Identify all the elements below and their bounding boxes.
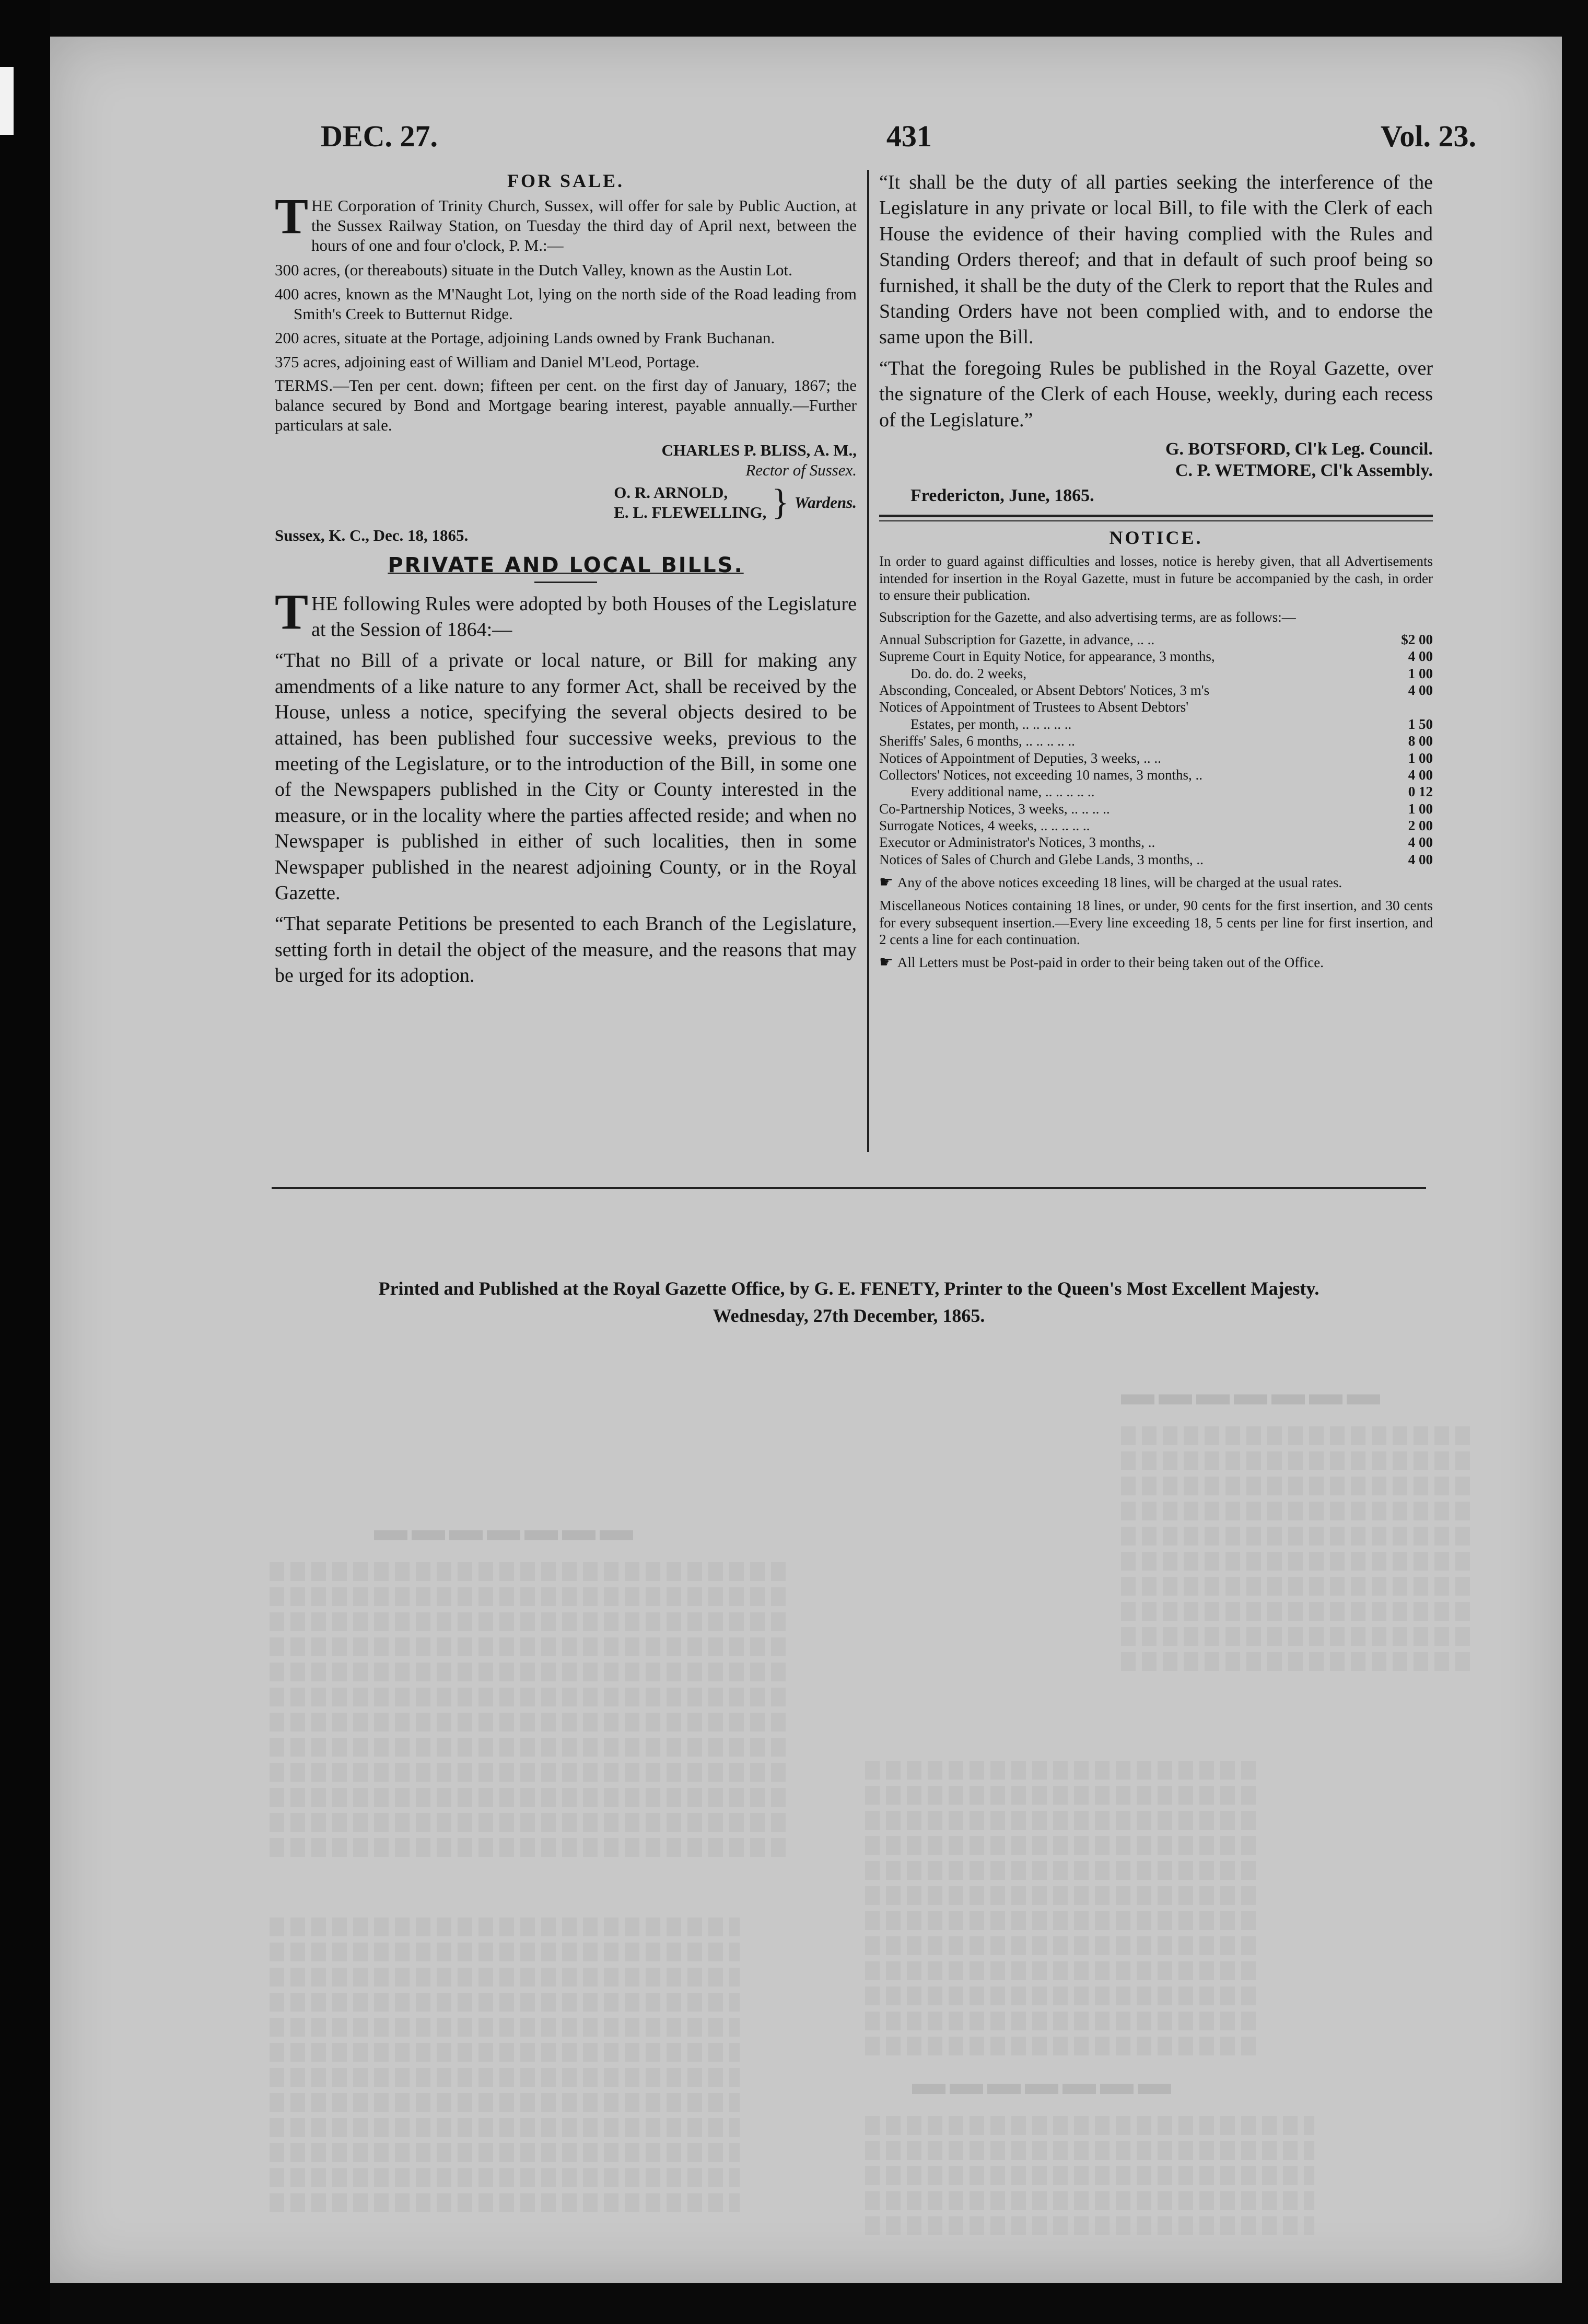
rate-item: Absconding, Concealed, or Absent Debtors' Notices, 3 m's bbox=[879, 682, 1210, 698]
terms-paragraph: TERMS.—Ten per cent. down; fifteen per cent. on the first day of January, 1867; the balance secured by Bond and Mortgage bearing interest, payable annually.—Further particulars at sale. bbox=[275, 376, 857, 435]
left-column bbox=[275, 170, 857, 994]
private-bills-notice bbox=[275, 553, 857, 989]
pointing-hand-icon: ☛ bbox=[879, 873, 893, 892]
bleed-through-heading: ▬▬▬▬▬▬▬ bbox=[912, 2064, 1175, 2101]
private-bills-intro: THE following Rules were adopted by both Houses of the Legislature at the Session of 1864:— bbox=[275, 583, 857, 641]
table-row bbox=[879, 648, 1433, 665]
rate-amount: $2 00 bbox=[1401, 631, 1433, 647]
table-row bbox=[879, 733, 1433, 749]
title-rule bbox=[534, 582, 597, 583]
issue-date: DEC. 27. bbox=[321, 119, 438, 153]
rate-item: Co-Partnership Notices, 3 weeks, .. .. .. .. bbox=[879, 800, 1110, 817]
imprint bbox=[272, 1275, 1426, 1329]
bleed-through-block bbox=[865, 1761, 1262, 2062]
lot-item: 375 acres, adjoining east of William and Daniel M'Leod, Portage. bbox=[275, 352, 699, 371]
rate-amount: 4 00 bbox=[1408, 834, 1433, 851]
letters-note bbox=[879, 953, 1433, 972]
imprint-date: Wednesday, 27th December, 1865. bbox=[713, 1305, 985, 1327]
rule-paragraph: “That the foregoing Rules be published in the Royal Gazette, over the signature of the Clerk of each House, weekly, during each recess of the Legislature.” bbox=[879, 357, 1433, 431]
table-row bbox=[879, 631, 1433, 648]
clerk-signature: G. BOTSFORD, Cl'k Leg. Council. bbox=[1165, 439, 1433, 459]
rate-amount: 4 00 bbox=[1408, 851, 1433, 867]
scan-border bbox=[0, 0, 50, 2324]
private-bills-title: PRIVATE AND LOCAL BILLS. bbox=[388, 553, 744, 577]
letters-text: All Letters must be Post-paid in order to their being taken out of the Office. bbox=[897, 955, 1324, 971]
bleed-through-block bbox=[270, 1562, 792, 1863]
rate-item: Collectors' Notices, not exceeding 10 names, 3 months, .. bbox=[879, 766, 1202, 783]
rate-amount: 8 00 bbox=[1408, 733, 1433, 749]
section-rule bbox=[879, 515, 1433, 521]
rate-item: Estates, per month, .. .. .. .. .. bbox=[910, 716, 1072, 732]
clerk-signature: C. P. WETMORE, Cl'k Assembly. bbox=[1175, 461, 1433, 481]
table-row bbox=[879, 817, 1433, 834]
bleed-through-heading: ▬▬▬▬▬▬▬ bbox=[374, 1510, 637, 1548]
rector-signature: CHARLES P. BLISS, A. M., bbox=[661, 440, 857, 459]
bleed-through-block bbox=[1121, 1426, 1476, 1677]
notice-section bbox=[879, 527, 1433, 972]
rate-item: Annual Subscription for Gazette, in advance, .. .. bbox=[879, 631, 1155, 647]
rate-amount: 4 00 bbox=[1408, 682, 1433, 698]
rule-paragraph: “That no Bill of a private or local nature, or Bill for making any amendments of a like nature to any former Act, shall be received by the House, unless a notice, specifying the several objects desired to be attained, has been published four successive weeks, previous to the meeting of the Legislature, or to the introduction of the Bill, in some one of the Newspapers published in the City or County interested in the measure, or in the locality where the parties affected reside; and when no Newspaper is published in either of such localities, then in some Newspaper published in the nearest adjoining County, or in the Royal Gazette. bbox=[275, 649, 857, 904]
bleed-through-block bbox=[270, 1918, 740, 2218]
table-row bbox=[879, 699, 1433, 715]
pointing-hand-icon: ☛ bbox=[879, 953, 893, 972]
lot-item: 400 acres, known as the M'Naught Lot, lying on the north side of the Road leading from Smith's Creek to Butternut Ridge. bbox=[275, 285, 857, 323]
table-row bbox=[879, 766, 1433, 783]
wardens-signature bbox=[275, 483, 857, 522]
rate-amount: 4 00 bbox=[1408, 648, 1433, 665]
notice-intro: In order to guard against difficulties and losses, notice is hereby given, that all Advertisements intended for insertion in the Royal Gazette, must in future be accompanied by the cash, in order to ensure their publication. bbox=[879, 553, 1433, 603]
rate-item: Notices of Sales of Church and Glebe Lands, 3 months, .. bbox=[879, 851, 1204, 867]
misc-notices: Miscellaneous Notices containing 18 lines, or under, 90 cents for the first insertion, and 30 cents for every subsequent insertion.—Every line exceeding 18, 5 cents per line for first insertion, and 2 cents a line for each continuation. bbox=[879, 898, 1433, 948]
overlength-text: Any of the above notices exceeding 18 lines, will be charged at the usual rates. bbox=[897, 875, 1342, 891]
rates-intro: Subscription for the Gazette, and also advertising terms, are as follows:— bbox=[879, 609, 1296, 625]
warden-name: O. R. ARNOLD, bbox=[614, 483, 728, 502]
table-row bbox=[879, 834, 1433, 851]
bleed-through-block bbox=[865, 2116, 1314, 2241]
rate-amount: 0 12 bbox=[1408, 784, 1433, 800]
volume-number: Vol. 23. bbox=[1380, 119, 1476, 153]
page-number: 431 bbox=[886, 119, 932, 153]
lot-item: 200 acres, situate at the Portage, adjoining Lands owned by Frank Buchanan. bbox=[275, 328, 775, 347]
table-row bbox=[879, 750, 1433, 766]
table-row bbox=[879, 682, 1433, 699]
rule-paragraph: “It shall be the duty of all parties seeking the interference of the Legislature in any private or local Bill, to file with the Clerk of each House the evidence of their having complied with the Rules and Standing Orders thereof; and that in default of such proof being so furnished, it shall be the duty of the Clerk to report that the Rules and Standing Orders have not been complied with, and to endorse the same upon the Bill. bbox=[879, 171, 1433, 348]
rule-paragraph: “That separate Petitions be presented to each Branch of the Legislature, setting forth in detail the object of the measure, and the reasons that may be urged for its adoption. bbox=[275, 913, 857, 987]
table-row bbox=[879, 716, 1433, 733]
warden-name: E. L. FLEWELLING, bbox=[614, 503, 767, 522]
page-header bbox=[321, 115, 1476, 157]
rate-amount: 1 00 bbox=[1408, 750, 1433, 766]
rates-table bbox=[879, 631, 1433, 868]
for-sale-dateline: Sussex, K. C., Dec. 18, 1865. bbox=[275, 526, 469, 545]
wardens-label: Wardens. bbox=[794, 493, 857, 512]
rate-amount: 1 50 bbox=[1408, 716, 1433, 732]
rate-item: Notices of Appointment of Trustees to Absent Debtors' bbox=[879, 699, 1189, 715]
table-row bbox=[879, 783, 1433, 800]
overlength-note bbox=[879, 873, 1433, 892]
rector-title: Rector of Sussex. bbox=[745, 460, 857, 479]
bleed-through-heading: ▬▬▬▬▬▬▬ bbox=[1121, 1375, 1384, 1412]
rate-item: Every additional name, .. .. .. .. .. bbox=[910, 784, 1095, 800]
right-column bbox=[879, 170, 1433, 977]
bills-dateline: Fredericton, June, 1865. bbox=[910, 485, 1094, 505]
rate-item: Surrogate Notices, 4 weeks, .. .. .. .. .. bbox=[879, 818, 1090, 834]
table-row bbox=[879, 665, 1433, 682]
table-row bbox=[879, 800, 1433, 817]
table-row bbox=[879, 851, 1433, 868]
rate-amount: 1 00 bbox=[1408, 800, 1433, 817]
rate-item: Sheriffs' Sales, 6 months, .. .. .. .. .. bbox=[879, 733, 1075, 749]
rate-item: Notices of Appointment of Deputies, 3 weeks, .. .. bbox=[879, 750, 1161, 766]
for-sale-title: FOR SALE. bbox=[507, 170, 625, 191]
scan-tab-marker bbox=[0, 67, 14, 135]
lot-item: 300 acres, (or thereabouts) situate in the Dutch Valley, known as the Austin Lot. bbox=[275, 261, 792, 280]
rate-amount: 2 00 bbox=[1408, 818, 1433, 834]
rate-amount: 1 00 bbox=[1408, 665, 1433, 681]
column-divider bbox=[867, 170, 869, 1152]
rate-item: Executor or Administrator's Notices, 3 months, .. bbox=[879, 834, 1155, 851]
for-sale-intro: THE Corporation of Trinity Church, Sussex, will offer for sale by Public Auction, at the Sussex Railway Station, on Tuesday the third day of April next, between the hours of one and four o'clock, P. M.:— bbox=[275, 188, 857, 254]
imprint-line: Printed and Published at the Royal Gazette Office, by G. E. FENETY, Printer to the Queen's Most Excellent Majesty. bbox=[378, 1278, 1320, 1299]
rate-item: Supreme Court in Equity Notice, for appearance, 3 months, bbox=[879, 648, 1215, 665]
rate-item: Do. do. do. 2 weeks, bbox=[910, 665, 1026, 681]
notice-title: NOTICE. bbox=[1109, 527, 1203, 549]
brace-glyph: } bbox=[772, 482, 789, 523]
rate-amount: 4 00 bbox=[1408, 766, 1433, 783]
for-sale-notice bbox=[275, 170, 857, 545]
footer-rule bbox=[272, 1187, 1426, 1189]
rate-amount bbox=[1386, 699, 1433, 715]
